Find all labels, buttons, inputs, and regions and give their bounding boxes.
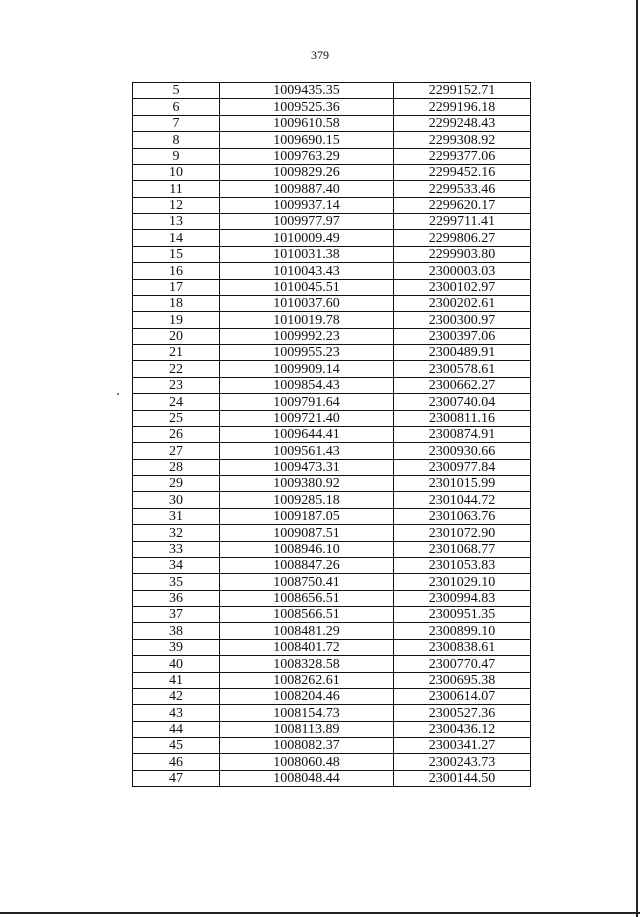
x-coordinate-cell: 1008656.51 [220, 590, 394, 606]
y-coordinate-cell: 2300614.07 [394, 688, 531, 704]
x-coordinate-cell: 1009937.14 [220, 197, 394, 213]
y-coordinate-cell: 2300874.91 [394, 426, 531, 442]
x-coordinate-cell: 1009690.15 [220, 132, 394, 148]
point-number-cell: 21 [133, 345, 220, 361]
y-coordinate-cell: 2301053.83 [394, 557, 531, 573]
table-row [133, 164, 531, 180]
table-row [133, 525, 531, 541]
point-number-cell: 45 [133, 738, 220, 754]
point-number-cell: 41 [133, 672, 220, 688]
y-coordinate-cell: 2299377.06 [394, 148, 531, 164]
point-number-cell: 39 [133, 639, 220, 655]
y-coordinate-cell: 2300977.84 [394, 459, 531, 475]
scan-speck [117, 393, 119, 395]
x-coordinate-cell: 1009087.51 [220, 525, 394, 541]
x-coordinate-cell: 1009644.41 [220, 426, 394, 442]
x-coordinate-cell: 1008750.41 [220, 574, 394, 590]
x-coordinate-cell: 1010031.38 [220, 246, 394, 262]
table-row [133, 557, 531, 573]
point-number-cell: 22 [133, 361, 220, 377]
table-row [133, 492, 531, 508]
x-coordinate-cell: 1009887.40 [220, 181, 394, 197]
y-coordinate-cell: 2301072.90 [394, 525, 531, 541]
y-coordinate-cell: 2301029.10 [394, 574, 531, 590]
point-number-cell: 42 [133, 688, 220, 704]
table-row [133, 377, 531, 393]
y-coordinate-cell: 2300436.12 [394, 721, 531, 737]
point-number-cell: 32 [133, 525, 220, 541]
x-coordinate-cell: 1009763.29 [220, 148, 394, 164]
table-row [133, 443, 531, 459]
table-row [133, 476, 531, 492]
table-row [133, 656, 531, 672]
x-coordinate-cell: 1008060.48 [220, 754, 394, 770]
table-row [133, 263, 531, 279]
point-number-cell: 17 [133, 279, 220, 295]
point-number-cell: 47 [133, 770, 220, 786]
point-number-cell: 34 [133, 557, 220, 573]
table-row [133, 426, 531, 442]
x-coordinate-cell: 1009473.31 [220, 459, 394, 475]
point-number-cell: 11 [133, 181, 220, 197]
y-coordinate-cell: 2300003.03 [394, 263, 531, 279]
point-number-cell: 16 [133, 263, 220, 279]
table-row [133, 83, 531, 99]
point-number-cell: 33 [133, 541, 220, 557]
table-row [133, 410, 531, 426]
point-number-cell: 7 [133, 115, 220, 131]
point-number-cell: 15 [133, 246, 220, 262]
point-number-cell: 31 [133, 508, 220, 524]
x-coordinate-cell: 1008113.89 [220, 721, 394, 737]
x-coordinate-cell: 1008847.26 [220, 557, 394, 573]
y-coordinate-cell: 2300102.97 [394, 279, 531, 295]
point-number-cell: 35 [133, 574, 220, 590]
x-coordinate-cell: 1009561.43 [220, 443, 394, 459]
table-row [133, 738, 531, 754]
point-number-cell: 27 [133, 443, 220, 459]
x-coordinate-cell: 1008204.46 [220, 688, 394, 704]
y-coordinate-cell: 2299248.43 [394, 115, 531, 131]
point-number-cell: 9 [133, 148, 220, 164]
y-coordinate-cell: 2300695.38 [394, 672, 531, 688]
coordinates-table [132, 82, 531, 787]
x-coordinate-cell: 1009829.26 [220, 164, 394, 180]
page-number: 379 [311, 48, 329, 62]
x-coordinate-cell: 1009380.92 [220, 476, 394, 492]
y-coordinate-cell: 2300770.47 [394, 656, 531, 672]
y-coordinate-cell: 2299452.16 [394, 164, 531, 180]
x-coordinate-cell: 1009992.23 [220, 328, 394, 344]
point-number-cell: 23 [133, 377, 220, 393]
table-row [133, 99, 531, 115]
x-coordinate-cell: 1010009.49 [220, 230, 394, 246]
point-number-cell: 20 [133, 328, 220, 344]
y-coordinate-cell: 2300951.35 [394, 607, 531, 623]
table-row [133, 361, 531, 377]
y-coordinate-cell: 2300899.10 [394, 623, 531, 639]
y-coordinate-cell: 2300838.61 [394, 639, 531, 655]
table-row [133, 770, 531, 786]
y-coordinate-cell: 2299903.80 [394, 246, 531, 262]
y-coordinate-cell: 2300994.83 [394, 590, 531, 606]
x-coordinate-cell: 1010043.43 [220, 263, 394, 279]
point-number-cell: 26 [133, 426, 220, 442]
y-coordinate-cell: 2300300.97 [394, 312, 531, 328]
point-number-cell: 37 [133, 607, 220, 623]
table-row [133, 394, 531, 410]
y-coordinate-cell: 2299533.46 [394, 181, 531, 197]
x-coordinate-cell: 1010037.60 [220, 295, 394, 311]
point-number-cell: 36 [133, 590, 220, 606]
x-coordinate-cell: 1009977.97 [220, 214, 394, 230]
y-coordinate-cell: 2299620.17 [394, 197, 531, 213]
x-coordinate-cell: 1009610.58 [220, 115, 394, 131]
point-number-cell: 30 [133, 492, 220, 508]
table-row [133, 623, 531, 639]
x-coordinate-cell: 1008048.44 [220, 770, 394, 786]
y-coordinate-cell: 2300740.04 [394, 394, 531, 410]
table-row [133, 279, 531, 295]
x-coordinate-cell: 1008481.29 [220, 623, 394, 639]
x-coordinate-cell: 1008946.10 [220, 541, 394, 557]
table-row [133, 459, 531, 475]
x-coordinate-cell: 1008082.37 [220, 738, 394, 754]
table-row [133, 607, 531, 623]
y-coordinate-cell: 2301015.99 [394, 476, 531, 492]
y-coordinate-cell: 2299711.41 [394, 214, 531, 230]
table-row [133, 115, 531, 131]
x-coordinate-cell: 1009285.18 [220, 492, 394, 508]
y-coordinate-cell: 2299196.18 [394, 99, 531, 115]
table-row [133, 590, 531, 606]
table-row [133, 345, 531, 361]
x-coordinate-cell: 1009955.23 [220, 345, 394, 361]
x-coordinate-cell: 1009721.40 [220, 410, 394, 426]
y-coordinate-cell: 2300243.73 [394, 754, 531, 770]
table-row [133, 295, 531, 311]
table-row [133, 181, 531, 197]
y-coordinate-cell: 2300341.27 [394, 738, 531, 754]
y-coordinate-cell: 2300144.50 [394, 770, 531, 786]
x-coordinate-cell: 1009187.05 [220, 508, 394, 524]
y-coordinate-cell: 2300397.06 [394, 328, 531, 344]
point-number-cell: 40 [133, 656, 220, 672]
point-number-cell: 13 [133, 214, 220, 230]
y-coordinate-cell: 2300578.61 [394, 361, 531, 377]
x-coordinate-cell: 1009791.64 [220, 394, 394, 410]
table-row [133, 214, 531, 230]
y-coordinate-cell: 2300662.27 [394, 377, 531, 393]
x-coordinate-cell: 1008566.51 [220, 607, 394, 623]
point-number-cell: 19 [133, 312, 220, 328]
table-row [133, 721, 531, 737]
point-number-cell: 28 [133, 459, 220, 475]
y-coordinate-cell: 2300489.91 [394, 345, 531, 361]
y-coordinate-cell: 2300202.61 [394, 295, 531, 311]
point-number-cell: 6 [133, 99, 220, 115]
y-coordinate-cell: 2301044.72 [394, 492, 531, 508]
x-coordinate-cell: 1008262.61 [220, 672, 394, 688]
point-number-cell: 18 [133, 295, 220, 311]
table-row [133, 328, 531, 344]
point-number-cell: 43 [133, 705, 220, 721]
page-edge-right [636, 0, 638, 917]
coordinates-table-body [133, 83, 531, 787]
table-row [133, 132, 531, 148]
table-row [133, 246, 531, 262]
y-coordinate-cell: 2299806.27 [394, 230, 531, 246]
table-row [133, 639, 531, 655]
y-coordinate-cell: 2300811.16 [394, 410, 531, 426]
point-number-cell: 10 [133, 164, 220, 180]
table-row [133, 312, 531, 328]
x-coordinate-cell: 1009525.36 [220, 99, 394, 115]
table-row [133, 705, 531, 721]
page-edge-bottom [0, 912, 640, 914]
table-row [133, 574, 531, 590]
x-coordinate-cell: 1009909.14 [220, 361, 394, 377]
table-row [133, 688, 531, 704]
point-number-cell: 46 [133, 754, 220, 770]
y-coordinate-cell: 2301068.77 [394, 541, 531, 557]
y-coordinate-cell: 2301063.76 [394, 508, 531, 524]
table-row [133, 541, 531, 557]
point-number-cell: 14 [133, 230, 220, 246]
table-row [133, 148, 531, 164]
x-coordinate-cell: 1010019.78 [220, 312, 394, 328]
table-row [133, 754, 531, 770]
y-coordinate-cell: 2299152.71 [394, 83, 531, 99]
y-coordinate-cell: 2300930.66 [394, 443, 531, 459]
table-row [133, 508, 531, 524]
point-number-cell: 24 [133, 394, 220, 410]
x-coordinate-cell: 1009435.35 [220, 83, 394, 99]
point-number-cell: 12 [133, 197, 220, 213]
point-number-cell: 5 [133, 83, 220, 99]
table-row [133, 672, 531, 688]
y-coordinate-cell: 2299308.92 [394, 132, 531, 148]
table-row [133, 197, 531, 213]
x-coordinate-cell: 1008154.73 [220, 705, 394, 721]
table-row [133, 230, 531, 246]
point-number-cell: 44 [133, 721, 220, 737]
point-number-cell: 8 [133, 132, 220, 148]
x-coordinate-cell: 1009854.43 [220, 377, 394, 393]
y-coordinate-cell: 2300527.36 [394, 705, 531, 721]
x-coordinate-cell: 1010045.51 [220, 279, 394, 295]
x-coordinate-cell: 1008401.72 [220, 639, 394, 655]
point-number-cell: 38 [133, 623, 220, 639]
x-coordinate-cell: 1008328.58 [220, 656, 394, 672]
point-number-cell: 25 [133, 410, 220, 426]
point-number-cell: 29 [133, 476, 220, 492]
